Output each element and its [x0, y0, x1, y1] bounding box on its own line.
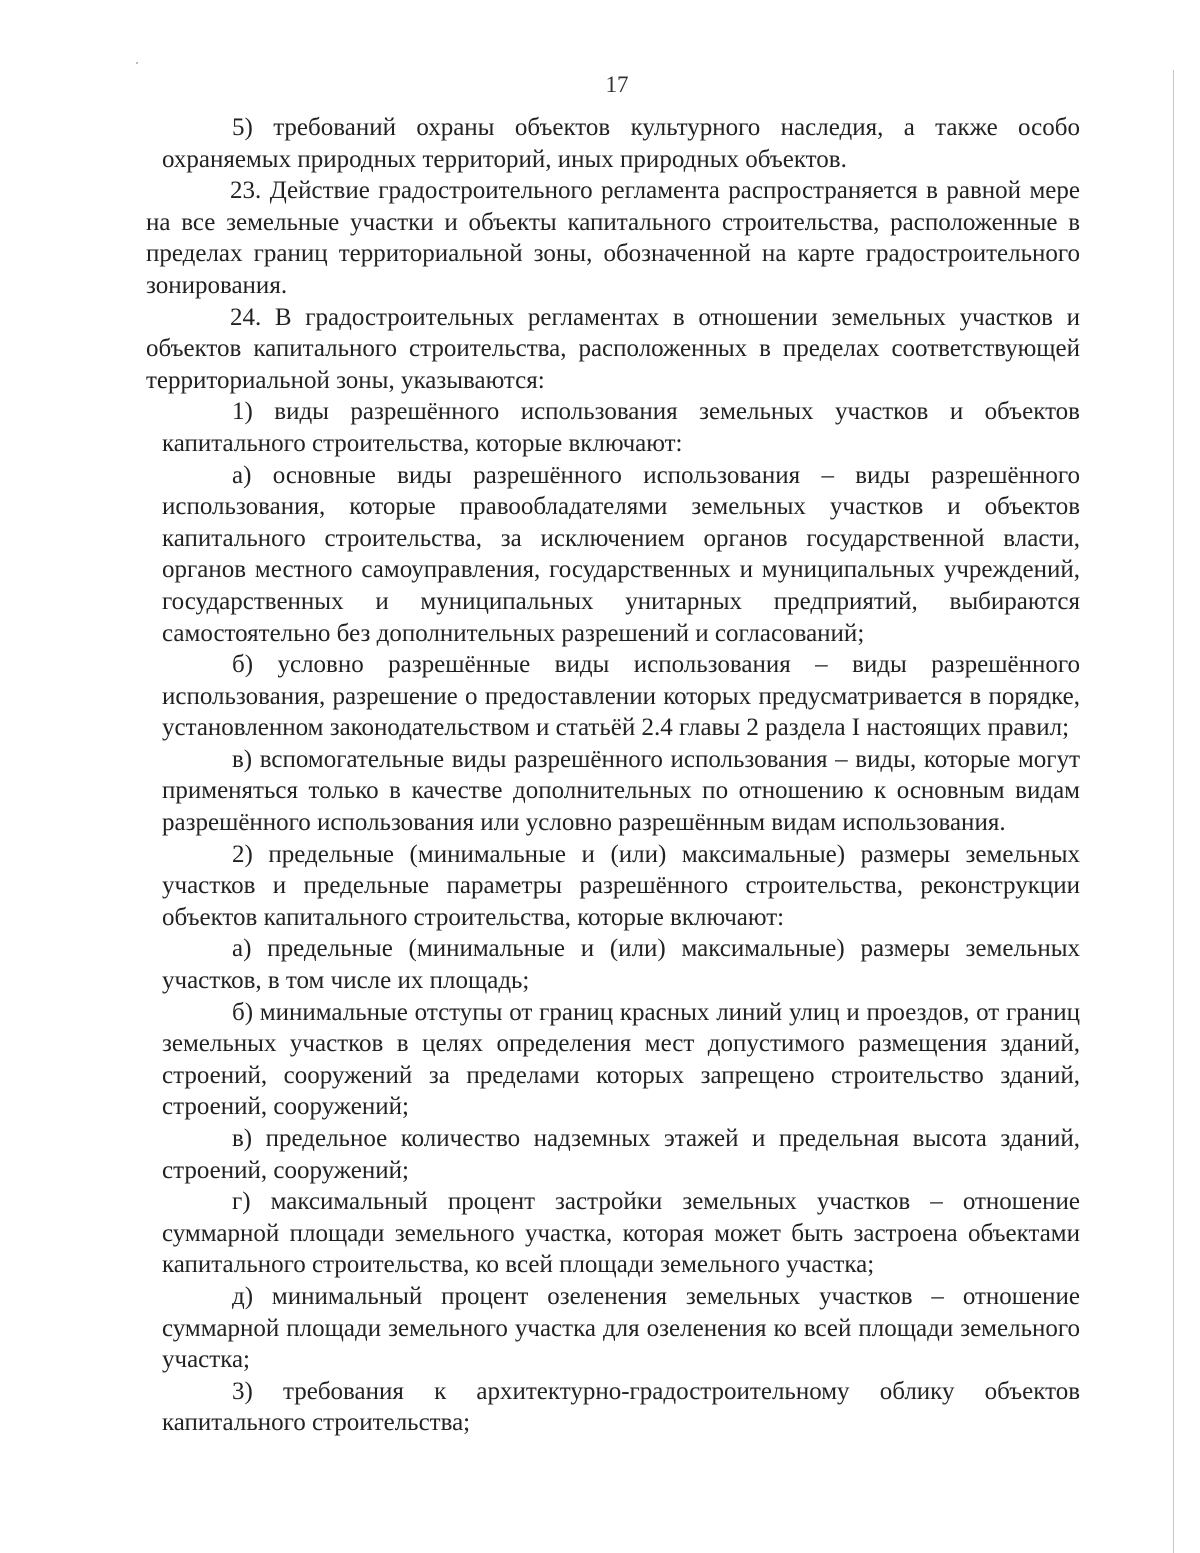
paragraph-text: 2) предельные (минимальные и (или) максимальные) размеры земельных участков и предельные параметры разрешённого строительства, реконструкции объектов капитального строительства, которые включают: — [162, 840, 1080, 931]
list-item-paragraph — [162, 649, 1080, 744]
paragraph-text: 23. Действие градостроительного регламента распространяется в равной мере на все земельные участки и объекты капитального строительства, расположенные в пределах границ территориальной зоны, обозначенной на карте градостроительного зонирования. — [146, 177, 1080, 299]
scan-artifact-dot — [136, 62, 138, 64]
paragraph-text: б) минимальные отступы от границ красных линий улиц и проездов, от границ земельных участков в целях определения мест допустимого размещения зданий, строений, сооружений за пределами которых запрещено строительство зданий, строений, сооружений; — [162, 998, 1080, 1121]
list-item-paragraph — [162, 839, 1080, 934]
paragraph-text: а) предельные (минимальные и (или) максимальные) размеры земельных участков, в том числе их площадь; — [162, 935, 1080, 995]
list-item-paragraph — [162, 1123, 1080, 1186]
list-item-paragraph — [162, 112, 1080, 175]
page-number: 17 — [605, 72, 629, 97]
paragraph-text: д) минимальный процент озеленения земельных участков – отношение суммарной площади земельного участка для озеленения ко всей площади земельного участка; — [162, 1282, 1080, 1374]
list-item-paragraph — [162, 460, 1080, 650]
list-item-paragraph — [162, 997, 1080, 1123]
clause-paragraph — [146, 175, 1080, 301]
paragraph-text: в) предельное количество надземных этажей и предельная высота зданий, строений, сооружений; — [162, 1125, 1080, 1184]
paragraph-text: а) основные виды разрешённого использования – виды разрешённого использования, которые правообладателями земельных участков и объектов капитального строительства, за исключением органов государственной власти, органов местного самоуправления, государственных и муниципальных учреждений, государственных и муниципальных унитарных предприятий, выбираются самостоятельно без дополнительных разрешений и согласований; — [162, 461, 1080, 647]
clause-paragraph — [146, 302, 1080, 397]
list-item-paragraph — [162, 1186, 1080, 1281]
paragraph-text: б) условно разрешённые виды использования – виды разрешённого использования, разрешение о предоставлении которых предусматривается в порядке, установленном законодательством и статьёй 2.4 главы 2 раздела I настоящих правил; — [162, 651, 1080, 742]
list-item-paragraph — [162, 1376, 1080, 1439]
paragraph-text: 1) виды разрешённого использования земельных участков и объектов капитального строительства, которые включают: — [162, 398, 1080, 457]
paragraph-text: 5) требований охраны объектов культурного наследия, а также особо охраняемых природных территорий, иных природных объектов. — [162, 114, 1080, 173]
paragraph-text: 24. В градостроительных регламентах в отношении земельных участков и объектов капитального строительства, расположенных в пределах соответствующей территориальной зоны, указываются: — [146, 303, 1080, 394]
paragraph-text: 3) требования к архитектурно-градостроительному облику объектов капитального строительства; — [162, 1377, 1080, 1437]
list-item-paragraph — [162, 1281, 1080, 1376]
paragraph-text: г) максимальный процент застройки земельных участков – отношение суммарной площади земельного участка, которая может быть застроена объектами капитального строительства, ко всей площади земельного участка; — [162, 1188, 1080, 1279]
list-item-paragraph — [162, 396, 1080, 459]
list-item-paragraph — [162, 933, 1080, 996]
paragraph-text: в) вспомогательные виды разрешённого использования – виды, которые могут применяться только в качестве дополнительных по отношению к основным видам разрешённого использования или условно разрешённым видам использования. — [162, 745, 1080, 837]
list-item-paragraph — [162, 744, 1080, 839]
document-body — [0, 112, 1200, 1439]
